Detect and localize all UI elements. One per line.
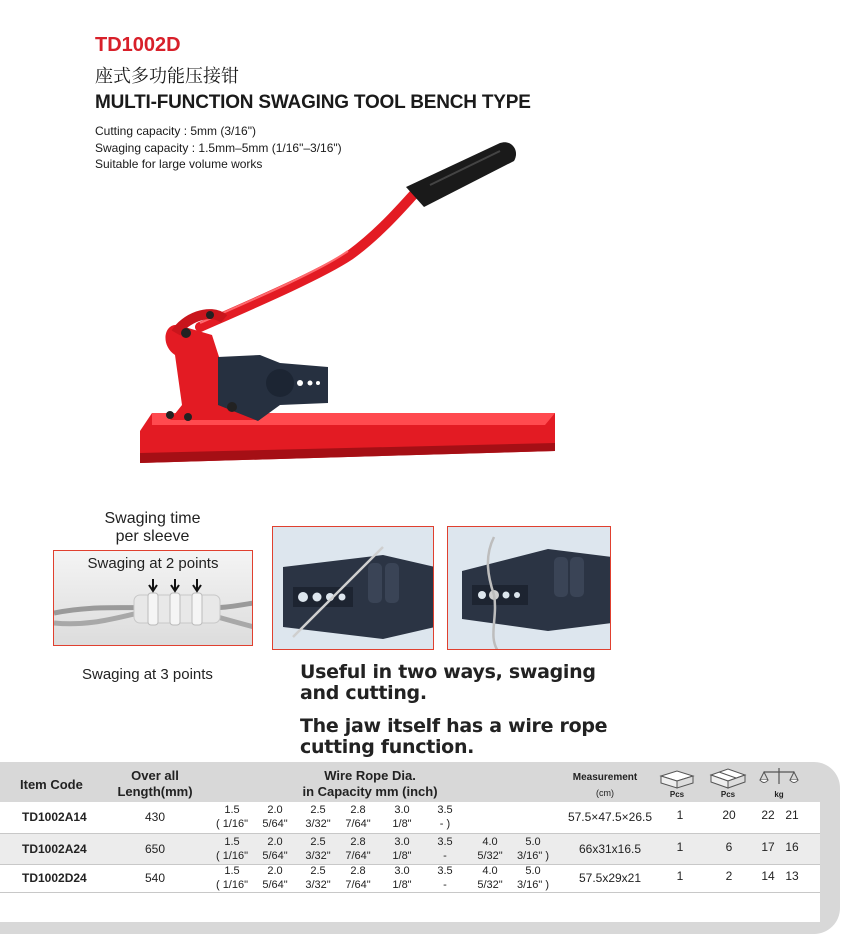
row-pcs-inner: 1 [676, 808, 684, 822]
header-measure-2: (cm) [596, 788, 614, 798]
row-kg-net: 21 [785, 808, 799, 822]
product-code: TD1002D [95, 34, 181, 56]
row-kg-gross: 22 [761, 808, 775, 822]
row-wire-inch: - [443, 879, 447, 891]
table-body [0, 802, 820, 922]
row-wire-mm: 3.5 [437, 836, 453, 848]
row-kg-gross: 17 [761, 840, 775, 854]
feature-cutting-jaw [300, 716, 607, 758]
inner-box-icon [657, 768, 697, 790]
feature-cutting-jaw-line2: cutting function. [300, 736, 475, 758]
row-wire-inch: 3/32" [305, 879, 331, 891]
row-wire-inch: 5/64" [262, 850, 288, 862]
row-pcs-inner: 1 [676, 840, 684, 854]
product-title: MULTI-FUNCTION SWAGING TOOL BENCH TYPE [95, 92, 531, 113]
sleeve-photo-panel [53, 550, 253, 646]
row-wire-inch: 5/64" [262, 879, 288, 891]
row-length: 430 [144, 810, 166, 824]
swaging-time-line2: per sleeve [115, 528, 190, 545]
row-wire-mm: 2.5 [310, 865, 326, 877]
feature-two-ways [300, 662, 596, 704]
row-wire-inch: 3/16" ) [516, 850, 550, 862]
row-wire-inch: 5/64" [262, 818, 288, 830]
product-title-cn: 座式多功能压接钳 [95, 66, 239, 87]
row-wire-mm: 2.5 [310, 804, 326, 816]
header-kg: kg [774, 790, 784, 799]
row-wire-mm: 3.0 [394, 865, 410, 877]
row-wire-mm: 2.5 [310, 836, 326, 848]
row-item-code: TD1002D24 [22, 871, 87, 885]
row-wire-inch: 7/64" [345, 818, 371, 830]
row-wire-inch: 5/32" [477, 850, 503, 862]
row-wire-inch: ( 1/16" [215, 818, 249, 830]
row-wire-inch: 1/8" [392, 850, 412, 862]
row-wire-mm: 4.0 [482, 865, 498, 877]
header-item-code: Item Code [20, 777, 83, 792]
row-wire-inch: 7/64" [345, 879, 371, 891]
swaging-time-line1: Swaging time [104, 510, 201, 527]
row-wire-inch: ( 1/16" [215, 879, 249, 891]
row-wire-mm: 4.0 [482, 836, 498, 848]
row-wire-inch: 1/8" [392, 879, 412, 891]
row-wire-inch: - ) [439, 818, 451, 830]
jaw-cutting-photo [448, 527, 611, 650]
row-item-code: TD1002A24 [22, 842, 87, 856]
swaging-time-label [80, 510, 225, 546]
row-kg-gross: 14 [761, 869, 775, 883]
row-item-code: TD1002A14 [22, 810, 87, 824]
row-wire-mm: 2.0 [267, 865, 283, 877]
row-pcs-carton: 20 [722, 808, 736, 822]
spec-cutting: Cutting capacity : 5mm (3/16") [95, 124, 256, 138]
row-wire-inch: 7/64" [345, 850, 371, 862]
row-wire-mm: 3.5 [437, 865, 453, 877]
row-measurement: 66x31x16.5 [578, 842, 642, 856]
row-wire-mm: 2.8 [350, 804, 366, 816]
jaw-swaging-photo-panel [272, 526, 434, 650]
row-wire-mm: 1.5 [224, 865, 240, 877]
row-length: 540 [144, 871, 166, 885]
jaw-swaging-photo [273, 527, 434, 650]
row-pcs-carton: 6 [725, 840, 733, 854]
header-pcs-2: Pcs [720, 790, 736, 799]
row-kg-net: 13 [785, 869, 799, 883]
three-points-label: Swaging at 3 points [82, 666, 213, 683]
feature-two-ways-line2: and cutting. [300, 682, 427, 704]
row-divider [0, 833, 820, 834]
row-wire-inch: 3/16" ) [516, 879, 550, 891]
row-wire-inch: 3/32" [305, 850, 331, 862]
swaging-tool-image [130, 135, 560, 475]
header-wire-2: in Capacity mm (inch) [302, 784, 438, 799]
row-wire-mm: 3.0 [394, 804, 410, 816]
row-pcs-carton: 2 [725, 869, 733, 883]
feature-cutting-jaw-line1: The jaw itself has a wire rope [300, 715, 608, 737]
row-wire-mm: 3.0 [394, 836, 410, 848]
row-wire-mm: 2.8 [350, 836, 366, 848]
row-wire-inch: - [443, 850, 447, 862]
row-wire-mm: 5.0 [525, 865, 541, 877]
header-measure-1: Measurement [572, 772, 638, 783]
two-points-label: Swaging at 2 points [87, 555, 219, 572]
row-wire-mm: 2.0 [267, 804, 283, 816]
spec-usage: Suitable for large volume works [95, 157, 263, 171]
row-wire-inch: 3/32" [305, 818, 331, 830]
row-pcs-inner: 1 [676, 869, 684, 883]
row-wire-mm: 2.8 [350, 865, 366, 877]
row-length: 650 [144, 842, 166, 856]
spec-table [0, 762, 840, 934]
header-pcs-1: Pcs [669, 790, 685, 799]
row-wire-inch: 5/32" [477, 879, 503, 891]
spec-swaging: Swaging capacity : 1.5mm–5mm (1/16"–3/16") [95, 140, 342, 155]
row-wire-mm: 1.5 [224, 836, 240, 848]
weight-scale-icon [758, 766, 800, 790]
row-divider [0, 892, 820, 893]
row-wire-mm: 2.0 [267, 836, 283, 848]
jaw-cutting-photo-panel [447, 526, 611, 650]
row-measurement: 57.5×47.5×26.5 [567, 810, 653, 824]
row-kg-net: 16 [785, 840, 799, 854]
row-wire-inch: ( 1/16" [215, 850, 249, 862]
header-wire-1: Wire Rope Dia. [324, 768, 416, 783]
header-overall-1: Over all [131, 768, 179, 783]
row-wire-mm: 3.5 [437, 804, 453, 816]
row-wire-inch: 1/8" [392, 818, 412, 830]
row-measurement: 57.5x29x21 [578, 871, 642, 885]
row-wire-mm: 5.0 [525, 836, 541, 848]
feature-two-ways-line1: Useful in two ways, swaging [300, 661, 596, 683]
row-wire-mm: 1.5 [224, 804, 240, 816]
header-overall-2: Length(mm) [117, 784, 193, 799]
carton-box-icon [707, 766, 749, 790]
